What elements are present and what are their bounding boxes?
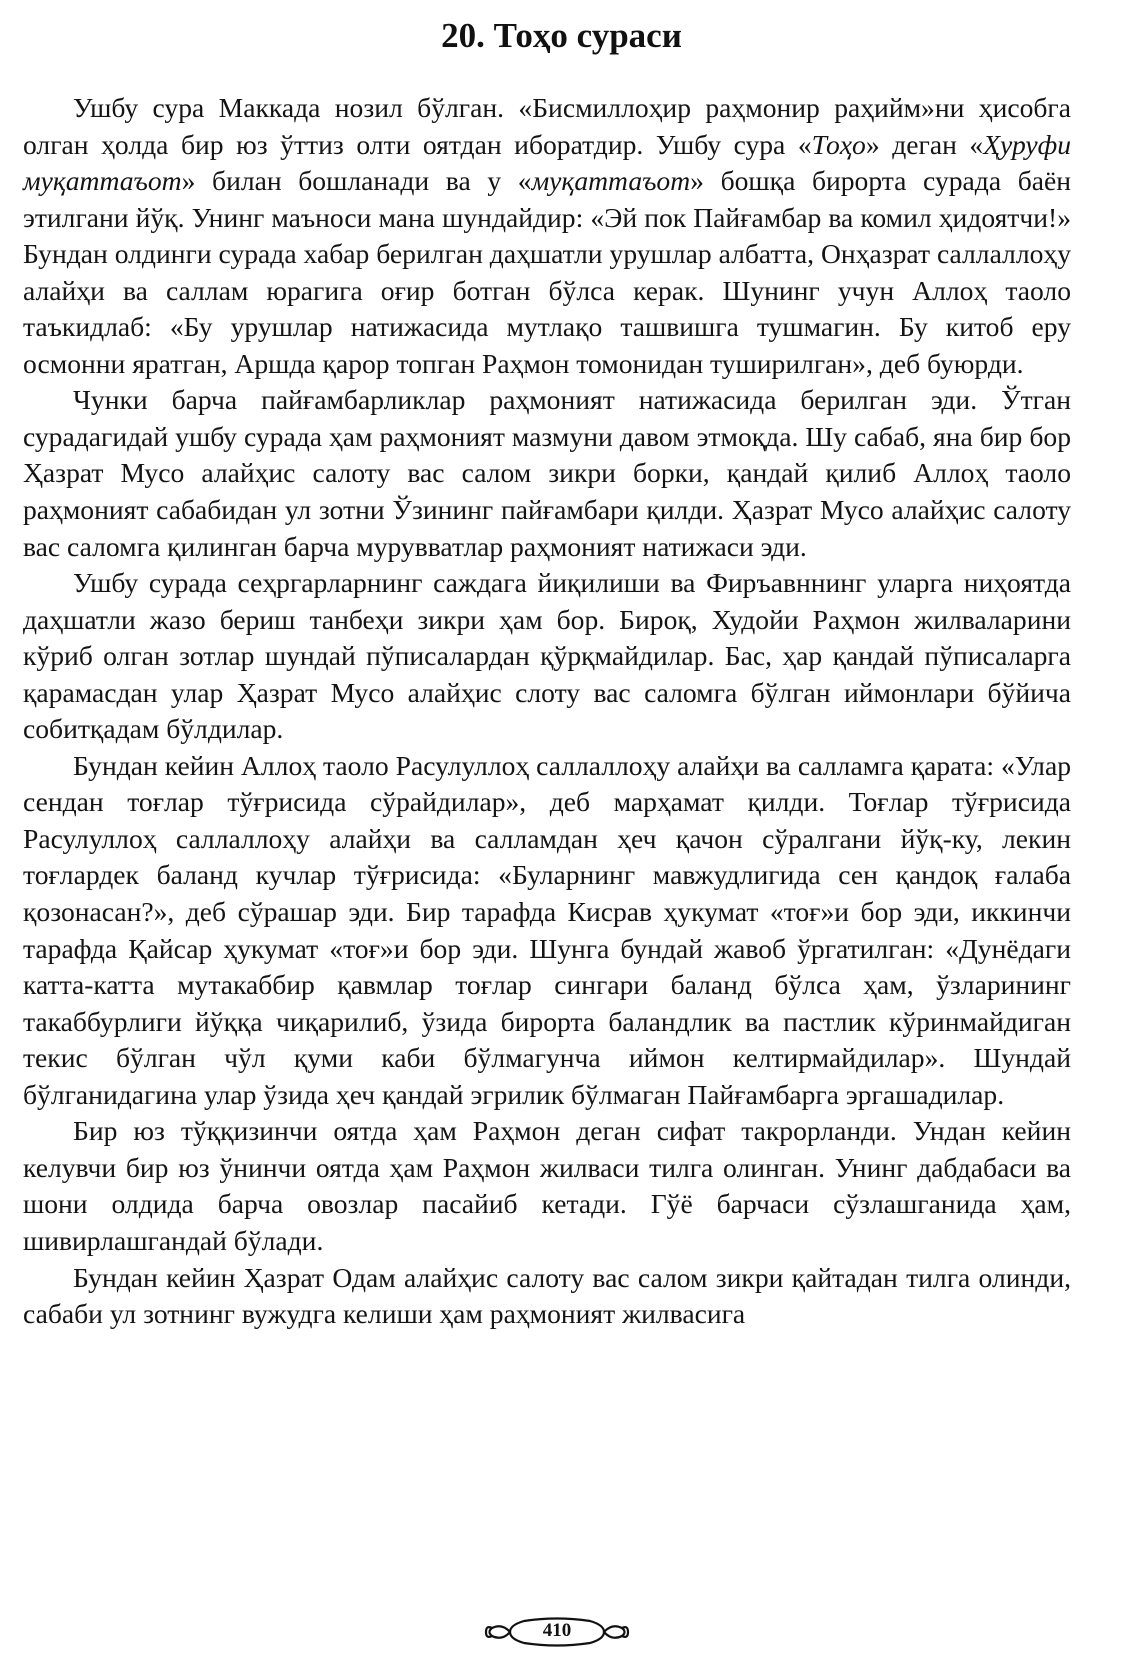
body-text xyxy=(23,90,1071,1333)
paragraph-1-part-2: » деган « xyxy=(865,128,984,160)
italic-term-toho: Тоҳо xyxy=(811,128,866,160)
paragraph-1-part-4: » бошқа бирорта сурада баён этилгани йўқ. Унинг маъноси мана шундайдир: «Эй пок Пайғамбар ва комил ҳидоятчи!» Бундан олдинги сурада хабар берилган даҳшатли урушлар албатта, Онҳазрат саллаллоҳу алайҳи ва саллам юрагига оғир ботган бўлса керак. Шунинг учун Аллоҳ таоло таъкидлаб: «Бу урушлар натижасида мутлақо ташвишга тушмагин. Бу китоб еру осмонни яратган, Аршда қарор топган Раҳмон томонидан туширилган», деб буюрди. xyxy=(23,165,1071,379)
chapter-title: 20. Тоҳо сураси xyxy=(441,16,682,55)
page-number-ornament xyxy=(484,1617,630,1647)
italic-term-huruf: Ҳуруфи муқаттаъот xyxy=(23,128,1072,197)
paragraph-1-part-3: » билан бошланади ва у « xyxy=(181,165,532,197)
paragraph-3: Ушбу сурада сеҳргарларнинг саждага йиқилиши ва Фиръавннинг уларга ниҳоятда даҳшатли жазо бериш танбеҳи зикри ҳам бор. Бироқ, Худойи Раҳмон жилваларини кўриб олган зотлар шундай пўписалардан қўрқмайдилар. Бас, ҳар қандай пўписаларга қарамасдан улар Ҳазрат Мусо алайҳис слоту вас саломга бўлган иймонлари бўйича собитқадам бўлдилар. xyxy=(23,567,1071,745)
page-number: 410 xyxy=(542,1620,572,1641)
italic-term-muqattaot: муқаттаъот xyxy=(531,165,691,197)
paragraph-1 xyxy=(23,90,1071,382)
paragraph-2: Чунки барча пайғамбарликлар раҳмоният натижасида берилган эди. Ўтган сурадагидай ушбу сурада ҳам раҳмоният мазмуни давом этмоқда. Шу сабаб, яна бир бор Ҳазрат Мусо алайҳис салоту вас салом зикри борки, қандай қилиб Аллоҳ таоло раҳмоният сабабидан ул зотни Ўзининг пайғамбари қилди. Ҳазрат Мусо алайҳис салоту вас саломга қилинган барча мурувватлар раҳмоният натижаси эди. xyxy=(23,384,1071,562)
paragraph-6: Бундан кейин Ҳазрат Одам алайҳис салоту вас салом зикри қайтадан тилга олинди, сабаби ул зотнинг вужудга келиши ҳам раҳмоният жилвасига xyxy=(23,1261,1071,1330)
paragraph-1-part-1: Ушбу сура Маккада нозил бўлган. «Бисмиллоҳир раҳмонир раҳийм»ни ҳисобга олган ҳолда бир юз ўттиз олти оятдан иборатдир. Ушбу сура « xyxy=(23,92,1071,160)
paragraph-4: Бундан кейин Аллоҳ таоло Расулуллоҳ саллаллоҳу алайҳи ва салламга қарата: «Улар сендан тоғлар тўғрисида сўрайдилар», деб марҳамат қилди. Тоғлар тўғрисида Расулуллоҳ саллаллоҳу алайҳи ва салламдан ҳеч қачон сўралгани йўқ-ку, лекин тоғлардек баланд кучлар тўғрисида: «Буларнинг мавжудлигида сен қандоқ ғалаба қозонасан?», деб сўрашар эди. Бир тарафда Кисрав ҳукумат «тоғ»и бор эди, иккинчи тарафда Қайсар ҳукумат «тоғ»и бор эди. Шунга бундай жавоб ўргатилган: «Дунёдаги катта-катта мутакаббир қавмлар тоғлар сингари баланд бўлса ҳам, ўзларининг такаббурлиги йўққа чиқарилиб, ўзида бирорта баландлик ва пастлик кўринмайдиган текис бўлган чўл қуми каби бўлмагунча иймон келтирмайдилар». Шундай бўлганидагина улар ўзида ҳеч қандай эгрилик бўлмаган Пайғамбарга эргашадилар. xyxy=(23,749,1071,1110)
paragraph-5: Бир юз тўққизинчи оятда ҳам Раҳмон деган сифат такрорланди. Ундан кейин келувчи бир юз ўнинчи оятда ҳам Раҳмон жилваси тилга олинган. Унинг дабдабаси ва шони олдида барча овозлар пасайиб кетади. Гўё барчаси сўзлашганида ҳам, шивирлашгандай бўлади. xyxy=(23,1115,1071,1256)
